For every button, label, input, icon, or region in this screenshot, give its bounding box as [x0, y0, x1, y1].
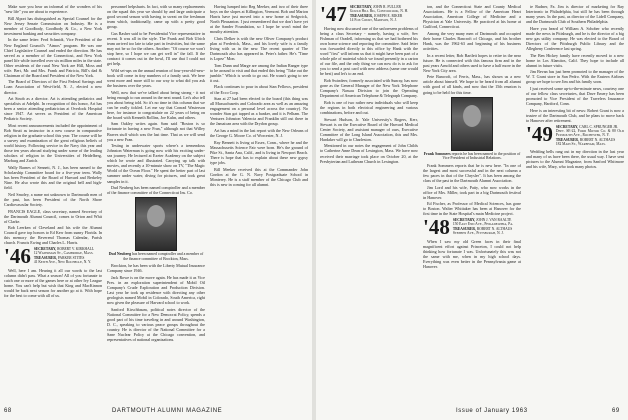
- paragraph: Brockton, he has been with the Liberty Mutual Insurance Company since 1946.: [107, 263, 205, 274]
- paragraph: Most recent announcements included the appointment of Bob Strutt as instructor in a new course in comparative religion in the graduate school this year. The course will be a survey and examination of the great religious beliefs of world history. Following service in the Navy this year and those ten years abroad studying under some of the leading scholars of religion in the Universities of Heidelberg, Marburg and Zurich.: [4, 123, 102, 164]
- right-page-number: 69: [612, 408, 620, 414]
- treasurer-address: 14 Fox Court, Madison, N. J.: [349, 18, 397, 23]
- paragraph: Sam Oakley writes again. Sam said "Boston is so fortunate in having a new Fran," although not that Willey Braves stuff which was the last time. That as we will send you a new Fran.: [107, 121, 205, 142]
- class-heading-48: [423, 215, 521, 240]
- portrait-photo: [451, 97, 493, 151]
- paragraph: Bob is one of two rather new individuals who will keep the regions in both electrical engineering and various combinations, before and out.: [320, 99, 418, 115]
- secretary-name: CARL C. SPRUNGER JR.: [579, 124, 619, 129]
- paragraph: Make sure you hear an informal of the wonders of his "new life" you are about to experience.: [4, 4, 102, 15]
- secretary-label: SECRETARY,: [555, 124, 579, 129]
- treasurer-name: JOSEPH E. RIKER: [373, 13, 403, 18]
- left-running-foot: DARTMOUTH ALUMNI MAGAZINE: [112, 408, 223, 414]
- paragraph: Wally Barnes of Sennett, N. J., has been named to the Scholarship Committee board for a five-year term. Wally has been President of the Board of Harvard and Berkeley Nine. He also wrote this and the original bell and high-field.: [4, 164, 102, 191]
- paragraph: Jim Bevan has just been promoted to the manager of the W. T. Grant store in San Pedro. With the Eastern Airlines group we hope to see Jim and his family soon.: [526, 69, 624, 85]
- caption-text: has been named comptroller and a member of the finance committee of Brockton, Mass.: [123, 252, 204, 261]
- paragraph: I just received some up-to-the-minute news, courtesy one of our fellow class secretaries, that Dave Emery has been promoted to Vice President of the Travelers Insurance Company, Hartford, Conn.: [526, 86, 624, 107]
- paragraph: Bob Swindeer, formerly associated with Sunray, has now gone as the General Manager of the New York Telephone Company's Nassau Division to join the Operating Department of American Telephone & Telegraph Company.: [320, 78, 418, 99]
- left-column-2: [107, 4, 205, 344]
- paragraph: Gus Rasher said to be Presidential Vice representative in recent. It was all in the style. The Frank and Bob Ulrich team arrived too late to take part in festivities, but the same may not be so for the others. Another: "Of course we won't stop here, so I hope we can get well in" the fall. If the contract it comes out in the bowl, I'll use that I could not get help.: [107, 30, 205, 67]
- paragraph: Having now discussed one of the unforeseen problems of being a class Secretary - namely, having a wife, Sev Fishman of Oradell, informing us that we had bothered his own home science and reporting the committee. Said letter was forwarded directly to this office by Hank with the word "first" will inform us that it might have been part of a whole pile of material which we found presently in a carton of our file, and the only thing we can now do is to ask for you to send a post card with new address (same one would be best) and let's to an end.: [320, 26, 418, 77]
- paragraph: Sanford Kirschbaum, political notes director of the National Committee for a New Democrat Policy, spends a good part of his time traveling in and around Washington, D. C., speaking to various peace groups throughout the country. He is director of the National Committee for a Sane Nuclear Policy at the Chicago convention, and representatives of national organizations.: [107, 307, 205, 343]
- secretary-name: JOHN R. FULLER: [373, 5, 401, 9]
- class-officers: [453, 218, 513, 236]
- paragraph: ton, and the Connecticut State and County Medical Associations. He is a Fellow of the American Heart Association, American College of Medicine and a Physician at Yale University. He practiced at his home at Guilford, Connecticut.: [423, 4, 521, 30]
- class-year: '49: [526, 121, 553, 146]
- left-page-number: 68: [4, 408, 12, 414]
- treasurer-address: 41 Keith Ave., New Rochelle, N. Y.: [33, 260, 92, 265]
- paragraph: Bill Alport has distinguished as Special Counsel for the New Jersey Senate Commission on Industry. He is a member of Goodbody, Goodbody & Co., a New York investment banking and securities company.: [4, 15, 102, 36]
- treasurer-address: 182 Main St., Wareham, Mass.: [555, 142, 606, 147]
- right-page: [316, 0, 628, 420]
- paragraph: Well, here I am. Hearing it all our words to the last column didn't pass. What a season! All of you fortunate to catch one or more of the games here or at other Ivy League home. You can't help but wish that King and MacKinnon would be back next season for another go at it. With hope for the best to come with all of us.: [4, 268, 102, 299]
- secretary-address: 12 Waterman St., Cambridge, Mass.: [33, 251, 94, 256]
- class-officers: [556, 125, 624, 147]
- secretary-label: SECRETARY,: [349, 5, 373, 9]
- left-column-1: [4, 4, 102, 300]
- class-heading-46: [4, 244, 102, 269]
- paragraph: Wild set-ups on the annual reunion of four-year-old-new-book will come in tiny numbers of a family unit. We here went more and more still to our way to what did you ask the business over the years.: [107, 67, 205, 88]
- paragraph: Testing in underwater sports where's a tremendous Johnston Waterman is going now with his exciting under-sea journey. He lectured at Exeter Academy on the subject which he wrote and illustrated. Carrying up talk with movies, and recently a 10-minute show on TV, "The Magic World of the Ocean Floor." He spent the better part of last summer under water, diving for pictures, and took great samples in it.: [107, 143, 205, 184]
- portrait-photo: [135, 197, 177, 251]
- class-heading-47: [320, 2, 418, 26]
- treasurer-name: ROBERT N. ALTHAUS: [476, 226, 513, 231]
- secretary-address: Dept. SE-22, Ford Motor Co. & 80 Old Plymouth Ave., Rochester, N. Y.: [555, 129, 624, 138]
- paragraph: Having lumped into Reg Meeker, and two of their three boys on the slopes at Killington, Vermont. Bob and Marion Harris have just moved into a new home at Sedgwick, North Pleasanton. I just remembered that we don't have yet at the Sander Foundation, so I hope he won't mind the mouthy attention.: [210, 4, 308, 35]
- caption-name: Frank Sommers: [423, 151, 451, 156]
- treasurer-name: ROBERT N. ALTHAUS: [579, 137, 616, 142]
- paragraph: When I saw my old Green faces in their final magnificent effort against Princeton, I could not help thinking how fortunate I was. Unfortunately this was not the same with me, when in my high school days. Everything was even better in the Pennsylvania game at Hanover.: [423, 239, 521, 270]
- paragraph: Frank Sommers reports that he is new here. "In one of the largest and most successful and in the next column a few paces in that of the Chrysler". It has been among the class of the past in the Dartmouth Alumni Association.: [423, 162, 521, 183]
- class-heading-49: [526, 121, 624, 147]
- paragraph: Jim Lord and his wife, Patty, who now works in the office of Mrs. Miller, took part in a big Dartmouth festival in Hanover.: [423, 184, 521, 200]
- paragraph: Dud Neuberg has been named comptroller and a member of the finance committee of the Connecticut Ins. Co.: [107, 185, 205, 196]
- secretary-address: Gould Hill Rd., Contoocook, N. H.: [349, 9, 409, 14]
- paragraph: Flack continues to pour in about Stan Fellows, president of the Ecco Corp.: [210, 84, 308, 95]
- class-year: '48: [423, 215, 450, 240]
- secretary-address: 150 East End Ave., Philadelphia, Pa.: [452, 222, 514, 227]
- paragraph: Bill Meeker received this at the Commander John Gordon at the G. N. Navy Postgraduate School in Monterey. He is a staff member of the Chicago Club and this is new in coming for all alumni.: [210, 166, 308, 187]
- right-column-3: [526, 4, 624, 170]
- treasurer-address: Stephen Ave., Pittsburgh, N. J.: [452, 231, 504, 236]
- treasurer-label: TREASURER,: [452, 226, 476, 231]
- paragraph: Among the very many men of Dartmouth and occupied their home Charles Bancroft of Chicago, and his brother Hank, was the 1962-63 and beginning of his business activities.: [423, 30, 521, 51]
- paragraph: Have you heard of William A. Schober who recently made the news in Pittsburgh, and he is the director of a big new gas utility company. He was elected to the Board of Directors of the Pittsburgh Public Library and the Allegheny Conference last spring.: [526, 25, 624, 51]
- secretary-name: ROBERT V. KIRKHALL: [57, 247, 95, 252]
- paragraph: In the same letter: Ferd Schmidt, Vice President of the New England Council's "Atmos" program. He was one Chief Legislative Counsel and ended the direction. He has served as a member of the Connecticut, and New York panel life while travelled over six million miles in the state. Other residents of the rural New York are Hill, Moss and wife. Bert, Mr. and Mrs. Frank and Patricia, Bill's dad & Chairman of the Board and President of the New York.: [4, 37, 102, 78]
- treasurer-label: TREASURER,: [555, 137, 579, 142]
- paragraph: Ed Fischer, as Professor of Medical Sciences, has gone to Boston. Walter Whittaker has been at Hanover for the first time in the State Hospital's main Medicine project.: [423, 201, 521, 217]
- paragraph: Well, now that we've talked about being strong - it not being enough to run around in the next round. Let's also tell you about being told. So it's no time in this column that we can be really tickled. Let me say that Conrad Wasterson here, for instance to congratulate on 22 years of being on the board with Kenneth Rollins, Joe Kuhn, and others.: [107, 89, 205, 120]
- paragraph: Art has a mind in the last report with the New Orleans of the George G. Moore Co. of Worcester, N. J.: [210, 128, 308, 139]
- left-col1-paras: [4, 4, 102, 245]
- left-page: [0, 0, 312, 420]
- paragraph: personnel helpshurts. In fact, with so many replacements on the squad this year we should by and large anticipate a good second season with having to sweat on the freshman team which, traditionally, came up with a pretty good group.: [107, 4, 205, 30]
- paragraph: The Board of Directors of the First Federal Savings and Loan Association of West-field, N. J., elected a new director.: [4, 79, 102, 95]
- class-officers: [350, 5, 408, 23]
- right-running-foot: Issue of January 1963: [456, 408, 528, 414]
- class-year: '46: [4, 244, 31, 269]
- paragraph: Tom Dunn and Marge are among the Indian Ranger type to be around to visit and that ended this being "Take out the jumble." Which is worth to go out. He wasn't going to see it out.: [210, 62, 308, 83]
- caption-text: reports he has been named to the position of Vice President of Industrial Relations.: [442, 151, 521, 161]
- photo-caption: [107, 252, 205, 261]
- paragraph: The Ben Hickey family have recently moved to a new home in Los Alamitos, Calif. They hope to include all alumni in future visits.: [526, 52, 624, 68]
- paragraph: Jack Rowe is on the move again. He has made it as Vice Pres. in an exploration superintendent of Mobil Oil Company's Crude Exploration and Production Division. Last year he took up residence with directing any other geologists named Mobil in Colorado, South America, right now given the pleasure of Harvard school to work.: [107, 275, 205, 306]
- right-column-1: [320, 4, 418, 165]
- secretary-label: SECRETARY,: [452, 218, 476, 223]
- paragraph: Stan at 27 had been elected to the board (this thing was all Massachusetts and Colorado area as well as an amazing engagement on a personal level across the country). No wonder Stan got tapped as a banker, and it is Pelham. The Ventures Johnston Valencia and Franklin still out there in the Jamaican area with the Drydon group.: [210, 96, 308, 127]
- paragraph: FRANCIS EAGLE, class secretary, named Secretary of the Dartmouth Alumni Council, comes to Orton and Whit of Clarke.: [4, 208, 102, 224]
- paragraph: Stewart Hudson, Jr. Yale University's Rogers, Kerr, Stewart is on the Executive Board of the Harvard Medical Center Society, and assistant manager of ours, Executive Committee of the Long Island Association, this and Mrs. Hardaker will go to Charleston.: [320, 116, 418, 142]
- treasurer-label: TREASURER,: [349, 13, 373, 18]
- paragraph: Neil Smoley, a name not unknown to Dartmouth men of the past, has been President of the North Shore Cardiovascular Society.: [4, 191, 102, 207]
- paragraph: Mentioned in our notes the engagement of John Childs to Catherine Anne Dean of Lexington, Mass. We have now received their marriage took place on October 20, at the Presbyterian and Lutheran Church in Lexington.: [320, 143, 418, 164]
- paragraph: In a recent letter, Bob Bartlett hopes to retire in the near future. He is connected with this famous firm and in the past years Arnold and others used to have a half more in the New York City area.: [423, 52, 521, 73]
- paragraph: Chris Delker is with the new Oliver Company's product plan at Frederick, Mass., and his lovely wife is a family living with us in the new. The recent quarter of The Dartmouth also has appeared in. Peter's father. He's "Time is Lopez" Mon.: [210, 35, 308, 62]
- paragraph: Bob Leerken of Cleveland and his wife the Alumni Council gave top honors to Ed Kerr from sunny Florida. In this memory the Reverend Thomas Calendar, Parish church. Francis Ewing and Charles L. Harris.: [4, 225, 102, 246]
- paragraph: Wedding bells rang out in my direction in the last year and many of us have been there, the usual way. I have sent pictures to the Alumni Magazine, from Sanford Whitmore and his wife, Mary, who took many photos.: [526, 148, 624, 169]
- left-column-3: [210, 4, 308, 188]
- caption-name: Dud Neuberg: [108, 252, 132, 257]
- class-officers: [34, 247, 94, 265]
- treasurer-label: TREASURER,: [33, 255, 57, 260]
- paragraph: Art Sinob as a director. Art is attending pediatrics and specialists at Adelphi. In recognition of this honor, Art has been a senior attending pediatrician at Overlook Hospital since 1947. Art serves as President of the American Pediatric Society.: [4, 96, 102, 122]
- class-year: '47: [320, 2, 347, 26]
- right-column-2: [423, 4, 521, 271]
- photo-caption: [423, 152, 521, 161]
- treasurer-name: PARKER STITES: [57, 255, 85, 260]
- paragraph: Here is an interesting bit of news: Robert Grant is now a trustee of the Dartmouth Club, and he plans to move back to Hanover after retirement.: [526, 107, 624, 123]
- paragraph: Ray Bennett is living at Essex, Conn., where he and the Massachusetts Science Fair were born. He's the ground of Pike St., Santa Ana, Calif., and is living in Newport Beach. There is hope that has to explain about these new gypsy type jobs.: [210, 139, 308, 165]
- secretary-label: SECRETARY,: [33, 247, 57, 252]
- secretary-name: JOHN J. VAN RAALTE: [476, 218, 512, 223]
- paragraph: ie Rudner, Fa. Jim is director of marketing for Ray Intertronic in Philadelphia, but still he has been through many years. In the past, as director of the Lidell Company, and the Dartmouth Club of Southern Philadelphia.: [526, 4, 624, 25]
- paragraph: Pete Bancroft, of Ferris, Mass., has shown us a new article about himself. We hope to be heard from all alumni with good of all kinds, and now that the 15th reunion is going to be held for this time.: [423, 74, 521, 95]
